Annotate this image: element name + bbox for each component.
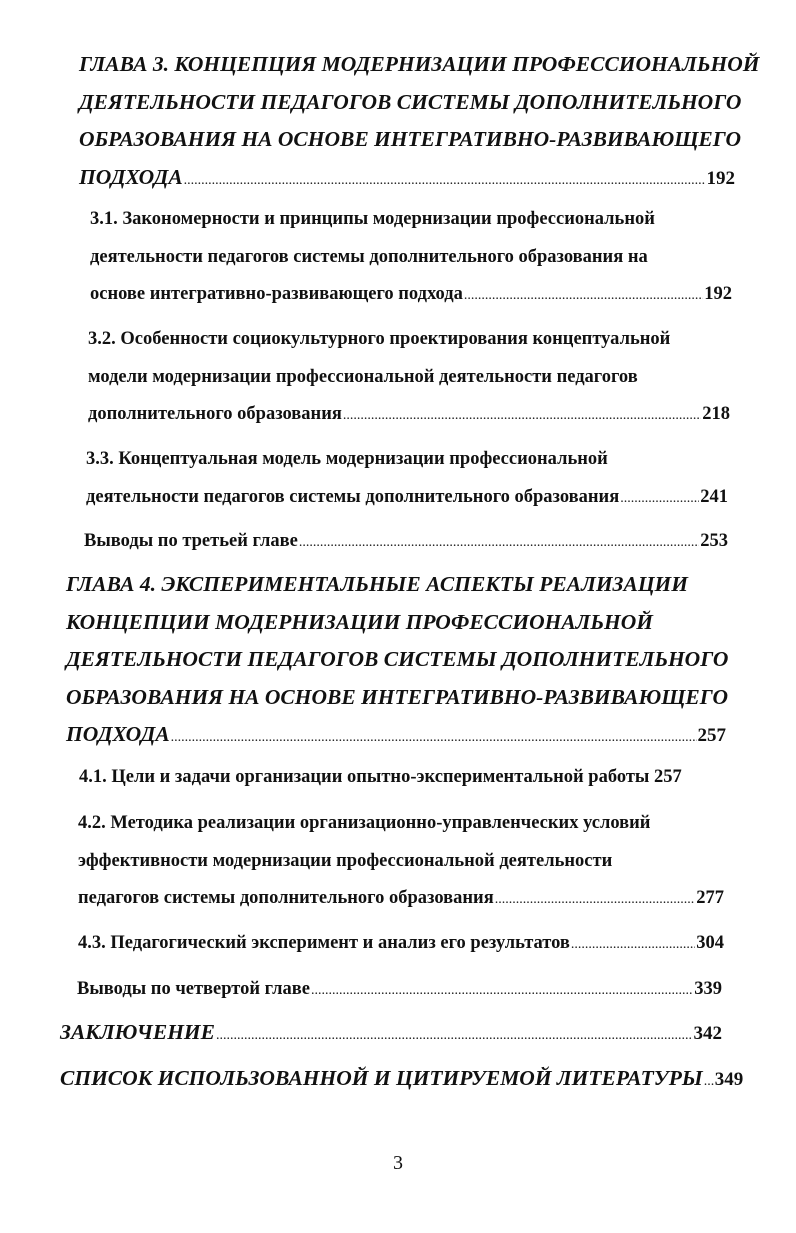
toc-line: ЗАКЛЮЧЕНИЕ (60, 1020, 215, 1044)
toc-conclusions-chapter-3[interactable] (84, 523, 728, 561)
toc-section-3-3[interactable] (86, 441, 728, 516)
toc-line: 4.3. Педагогический эксперимент и анализ его результатов (78, 933, 570, 953)
toc-line: эффективности модернизации профессиональной деятельности (78, 850, 613, 871)
page-ref: 192 (704, 284, 732, 304)
leader-dots (216, 1017, 693, 1055)
toc-section-3-2[interactable] (88, 321, 730, 434)
leader-dots (620, 480, 699, 518)
toc-line: педагогов системы дополнительного образования (78, 888, 494, 908)
toc-conclusions-chapter-4[interactable] (77, 971, 722, 1009)
toc-section-4-2[interactable] (78, 805, 724, 918)
toc-line: 3.2. Особенности социокультурного проектирования концептуальной (88, 329, 671, 349)
leader-dots (571, 926, 695, 964)
toc-line: ДЕЯТЕЛЬНОСТИ ПЕДАГОГОВ СИСТЕМЫ ДОПОЛНИТЕЛЬНОГО (79, 89, 742, 114)
toc-section-3-1[interactable] (90, 201, 732, 314)
toc-line: СПИСОК ИСПОЛЬЗОВАННОЙ И ЦИТИРУЕМОЙ ЛИТЕРАТУРЫ (60, 1066, 703, 1090)
toc-line: КОНЦЕПЦИИ МОДЕРНИЗАЦИИ ПРОФЕССИОНАЛЬНОЙ (66, 609, 654, 634)
toc-section-4-3[interactable] (78, 925, 724, 963)
toc-line: ДЕЯТЕЛЬНОСТИ ПЕДАГОГОВ СИСТЕМЫ ДОПОЛНИТЕЛЬНОГО (66, 647, 729, 671)
toc-line: ГЛАВА 3. КОНЦЕПЦИЯ МОДЕРНИЗАЦИИ ПРОФЕССИОНАЛЬНОЙ (79, 52, 760, 76)
toc-line: ГЛАВА 4. ЭКСПЕРИМЕНТАЛЬНЫЕ АСПЕКТЫ РЕАЛИЗАЦИИ (66, 572, 688, 596)
leader-dots (704, 1063, 714, 1101)
toc-line: ОБРАЗОВАНИЯ НА ОСНОВЕ ИНТЕГРАТИВНО-РАЗВИВАЮЩЕГО (66, 684, 728, 709)
page-number: 3 (393, 1152, 403, 1174)
page-ref: 349 (714, 1069, 744, 1090)
toc-line: ПОДХОДА (79, 164, 183, 189)
toc-line: 3.1. Закономерности и принципы модернизации профессиональной (90, 209, 655, 229)
toc-line: 4.2. Методика реализации организационно-управленческих условий (78, 813, 651, 833)
leader-dots (495, 881, 696, 919)
toc-line: Выводы по четвертой главе (77, 979, 310, 999)
page-ref: 277 (696, 888, 724, 908)
toc-line: ОБРАЗОВАНИЯ НА ОСНОВЕ ИНТЕГРАТИВНО-РАЗВИВАЮЩЕГО (79, 127, 741, 151)
toc-section-4-1[interactable] (79, 759, 729, 797)
page-ref: 241 (700, 486, 728, 507)
leader-dots (464, 277, 703, 315)
toc-chapter-4[interactable] (66, 566, 729, 754)
toc-line: Выводы по третьей главе (84, 531, 298, 551)
toc-line: модели модернизации профессиональной деятельности педагогов (88, 366, 638, 387)
toc-line: основе интегративно-развивающего подхода (90, 284, 463, 304)
page-ref: 257 (653, 767, 682, 787)
page-ref: 218 (702, 404, 730, 424)
page-ref: 339 (694, 979, 722, 999)
toc-references[interactable] (60, 1060, 744, 1098)
leader-dots (171, 719, 697, 757)
toc-conclusion[interactable] (60, 1014, 722, 1052)
leader-dots (311, 972, 693, 1010)
leader-dots (184, 162, 706, 200)
page-ref: 192 (706, 167, 735, 189)
leader-dots (343, 397, 701, 435)
page-ref: 342 (693, 1023, 722, 1044)
toc-line: дополнительного образования (88, 404, 342, 424)
page-ref: 257 (697, 725, 726, 746)
toc-line: 4.1. Цели и задачи организации опытно-экспериментальной работы (79, 767, 650, 787)
leader-dots (299, 524, 699, 562)
toc-line: деятельности педагогов системы дополнительного образования на (90, 246, 648, 267)
toc-chapter-3[interactable] (79, 46, 760, 196)
toc-line: ПОДХОДА (66, 722, 170, 746)
page-ref: 304 (696, 933, 724, 953)
toc-line: деятельности педагогов системы дополнительного образования (86, 486, 620, 507)
page-ref: 253 (700, 531, 728, 551)
toc-line: 3.3. Концептуальная модель модернизации профессиональной (86, 449, 608, 469)
